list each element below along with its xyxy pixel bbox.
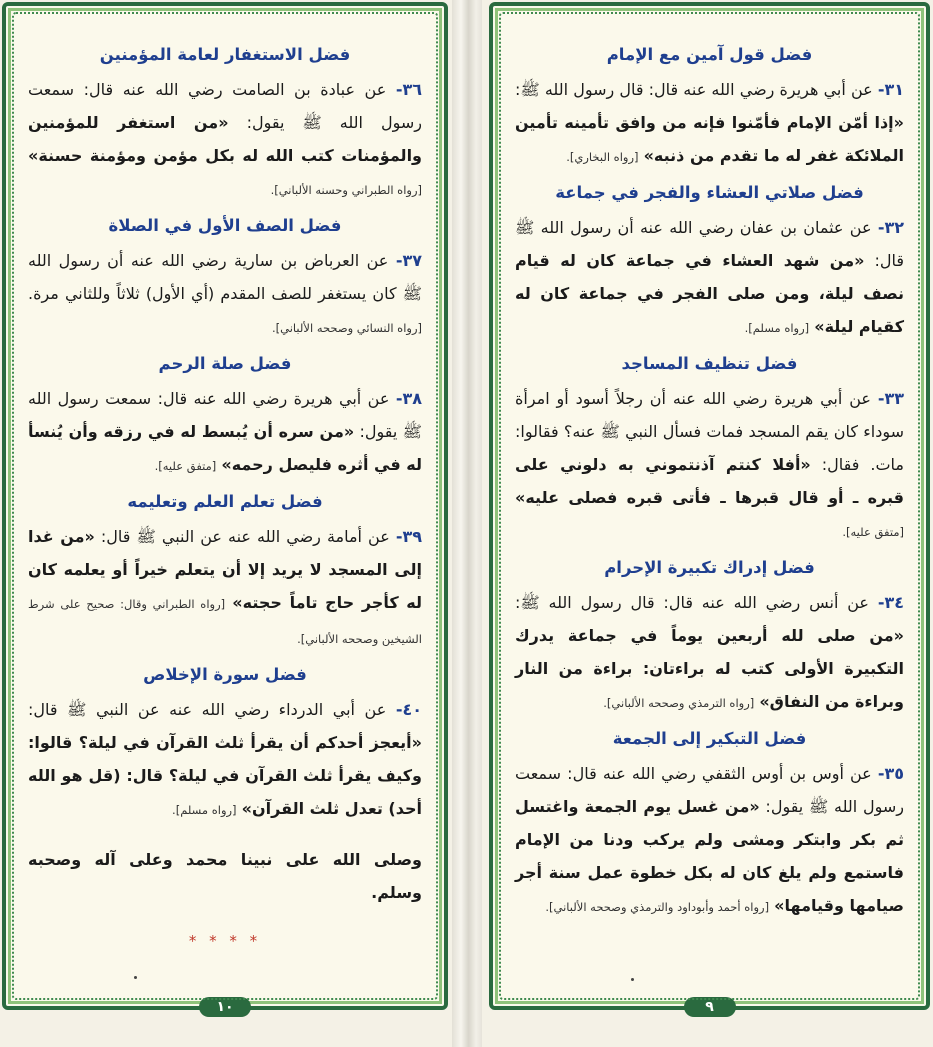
hadith-text bbox=[28, 73, 422, 207]
section-heading: فضل الصف الأول في الصلاة bbox=[108, 216, 342, 235]
section-heading: فضل صلة الرحم bbox=[158, 354, 292, 373]
hadith-text bbox=[515, 211, 904, 345]
section-heading: فضل سورة الإخلاص bbox=[143, 665, 307, 684]
hadith-narration: عن أمامة رضي الله عنه عن النبي ﷺ قال: bbox=[100, 527, 390, 546]
hadith-number: ٣٩- bbox=[395, 527, 423, 546]
hadith-narration: عن أبي هريرة رضي الله عنه قال: قال رسول الله ﷺ: bbox=[515, 80, 873, 99]
hadith-quote: «إذا أمّن الإمام فأمّنوا فإنه من وافق تأمينه تأمين الملائكة غفر له ما تقدم من ذنبه» bbox=[515, 113, 904, 165]
right-page-content bbox=[515, 36, 904, 924]
closing-prayer: وصلى الله على نبينا محمد وعلى آله وصحبه وسلم. bbox=[28, 850, 422, 902]
hadith-number: ٣٨- bbox=[395, 389, 422, 408]
hadith-narration: عن أنس رضي الله عنه قال: قال رسول الله ﷺ: bbox=[515, 593, 869, 612]
hadith-quote: «أيعجز أحدكم أن يقرأ ثلث القرآن في ليلة؟ قالوا: وكيف يقرأ ثلث القرآن في ليلة؟ قال: (قل هو الله أحد) تعدل ثلث القرآن» bbox=[28, 733, 422, 818]
hadith-quote: «من صلى لله أربعين يوماً في جماعة يدرك التكبيرة الأولى كتب له براءتان: براءة من النار وبراءة من النفاق» bbox=[515, 626, 904, 711]
hadith-number: ٣٣- bbox=[877, 389, 904, 408]
section-heading: فضل تنظيف المساجد bbox=[621, 354, 798, 373]
print-speck bbox=[631, 978, 634, 981]
hadith-number: ٣٥- bbox=[877, 764, 904, 783]
hadith-source: [رواه البخاري]. bbox=[566, 150, 639, 164]
hadith-quote: «أفلا كنتم آذنتموني به دلوني على قبره ـ أو قال قبرها ـ فأتى قبره فصلى عليه» bbox=[515, 455, 904, 507]
hadith-number: ٣٤- bbox=[877, 593, 904, 612]
section-heading: فضل تعلم العلم وتعليمه bbox=[127, 492, 323, 511]
hadith-source: [رواه الترمذي وصححه الألباني]. bbox=[603, 696, 755, 710]
hadith-source: [رواه الطبراني وحسنه الألباني]. bbox=[270, 183, 422, 197]
star-ornament: * * * * bbox=[188, 932, 262, 950]
hadith-source: [رواه أحمد وأبوداود والترمذي وصححه الألباني]. bbox=[545, 900, 770, 914]
hadith-quote: «من شهد العشاء في جماعة كان له قيام نصف ليلة، ومن صلى الفجر في جماعة كان له كقيام ليلة» bbox=[515, 251, 904, 336]
hadith-quote: «من استغفر للمؤمنين والمؤمنات كتب الله له بكل مؤمن ومؤمنة حسنة» bbox=[28, 113, 422, 165]
page-number: ٩ bbox=[684, 997, 736, 1017]
section-heading: فضل صلاتي العشاء والفجر في جماعة bbox=[555, 183, 864, 202]
section-heading: فضل إدراك تكبيرة الإحرام bbox=[604, 558, 815, 577]
hadith-number: ٣٧- bbox=[395, 251, 422, 270]
hadith-text bbox=[28, 382, 422, 483]
hadith-source: [رواه مسلم]. bbox=[744, 321, 810, 335]
hadith-number: ٣٢- bbox=[877, 218, 904, 237]
hadith-narration: عن أبي الدرداء رضي الله عنه عن النبي ﷺ قال: bbox=[28, 700, 387, 719]
hadith-quote: «من غسل يوم الجمعة واغتسل ثم بكر وابتكر ومشى ولم يركب ودنا من الإمام فاستمع ولم يلغ كان له بكل خطوة عمل سنة أجر صيامها وقيامها» bbox=[515, 797, 904, 915]
hadith-narration: عن أبي هريرة رضي الله عنه أن رجلاً أسود أو امرأة سوداء كان يقم المسجد فمات فسأل النبي ﷺ عنه؟ فقالوا: مات. فقال: bbox=[515, 389, 905, 474]
hadith-text bbox=[28, 520, 422, 656]
print-speck bbox=[134, 976, 137, 979]
section-heading: فضل الاستغفار لعامة المؤمنين bbox=[99, 45, 351, 64]
hadith-narration: عن العرباض بن سارية رضي الله عنه أن رسول الله ﷺ كان يستغفر للصف المقدم (أي الأول) ثلاثاً وللثاني مرة. bbox=[28, 251, 422, 303]
left-page bbox=[2, 2, 448, 1015]
hadith-number: ٤٠- bbox=[395, 700, 422, 719]
hadith-narration: عن عبادة بن الصامت رضي الله عنه قال: سمعت رسول الله ﷺ يقول: bbox=[28, 80, 422, 132]
book-spine bbox=[452, 0, 482, 1047]
hadith-quote: «من سره أن يُبسط له في رزقه وأن يُنسأ له في أثره فليصل رحمه» bbox=[28, 422, 422, 474]
left-page-content bbox=[28, 36, 422, 958]
hadith-text bbox=[515, 382, 904, 549]
hadith-source: [رواه النسائي وصححه الألباني]. bbox=[272, 321, 422, 335]
hadith-number: ٣٦- bbox=[395, 80, 423, 99]
section-heading: فضل قول آمين مع الإمام bbox=[606, 45, 813, 64]
hadith-narration: عن عثمان بن عفان رضي الله عنه أن رسول الله ﷺ قال: bbox=[515, 218, 904, 270]
right-page bbox=[489, 2, 930, 1015]
page-number: ١٠ bbox=[199, 997, 251, 1017]
section-heading: فضل التبكير إلى الجمعة bbox=[612, 729, 807, 748]
hadith-number: ٣١- bbox=[877, 80, 904, 99]
hadith-source: [رواه مسلم]. bbox=[172, 803, 237, 817]
hadith-text bbox=[28, 693, 422, 827]
hadith-text bbox=[515, 586, 904, 720]
hadith-text bbox=[515, 73, 904, 174]
hadith-quote: «من غدا إلى المسجد لا يريد إلا أن يتعلم خيراً أو يعلمه كان له كأجر حاج تاماً حجته» bbox=[28, 527, 423, 612]
hadith-source: [رواه الطبراني وقال: صحيح على شرط الشيخين وصححه الألباني]. bbox=[28, 597, 422, 646]
hadith-narration: عن أبي هريرة رضي الله عنه قال: سمعت رسول الله ﷺ يقول: bbox=[28, 389, 422, 441]
hadith-text bbox=[515, 757, 904, 924]
hadith-text bbox=[28, 244, 422, 345]
hadith-narration: عن أوس بن أوس الثقفي رضي الله عنه قال: سمعت رسول الله ﷺ يقول: bbox=[515, 764, 904, 816]
hadith-source: [متفق عليه]. bbox=[842, 525, 904, 539]
hadith-source: [متفق عليه]. bbox=[154, 459, 217, 473]
